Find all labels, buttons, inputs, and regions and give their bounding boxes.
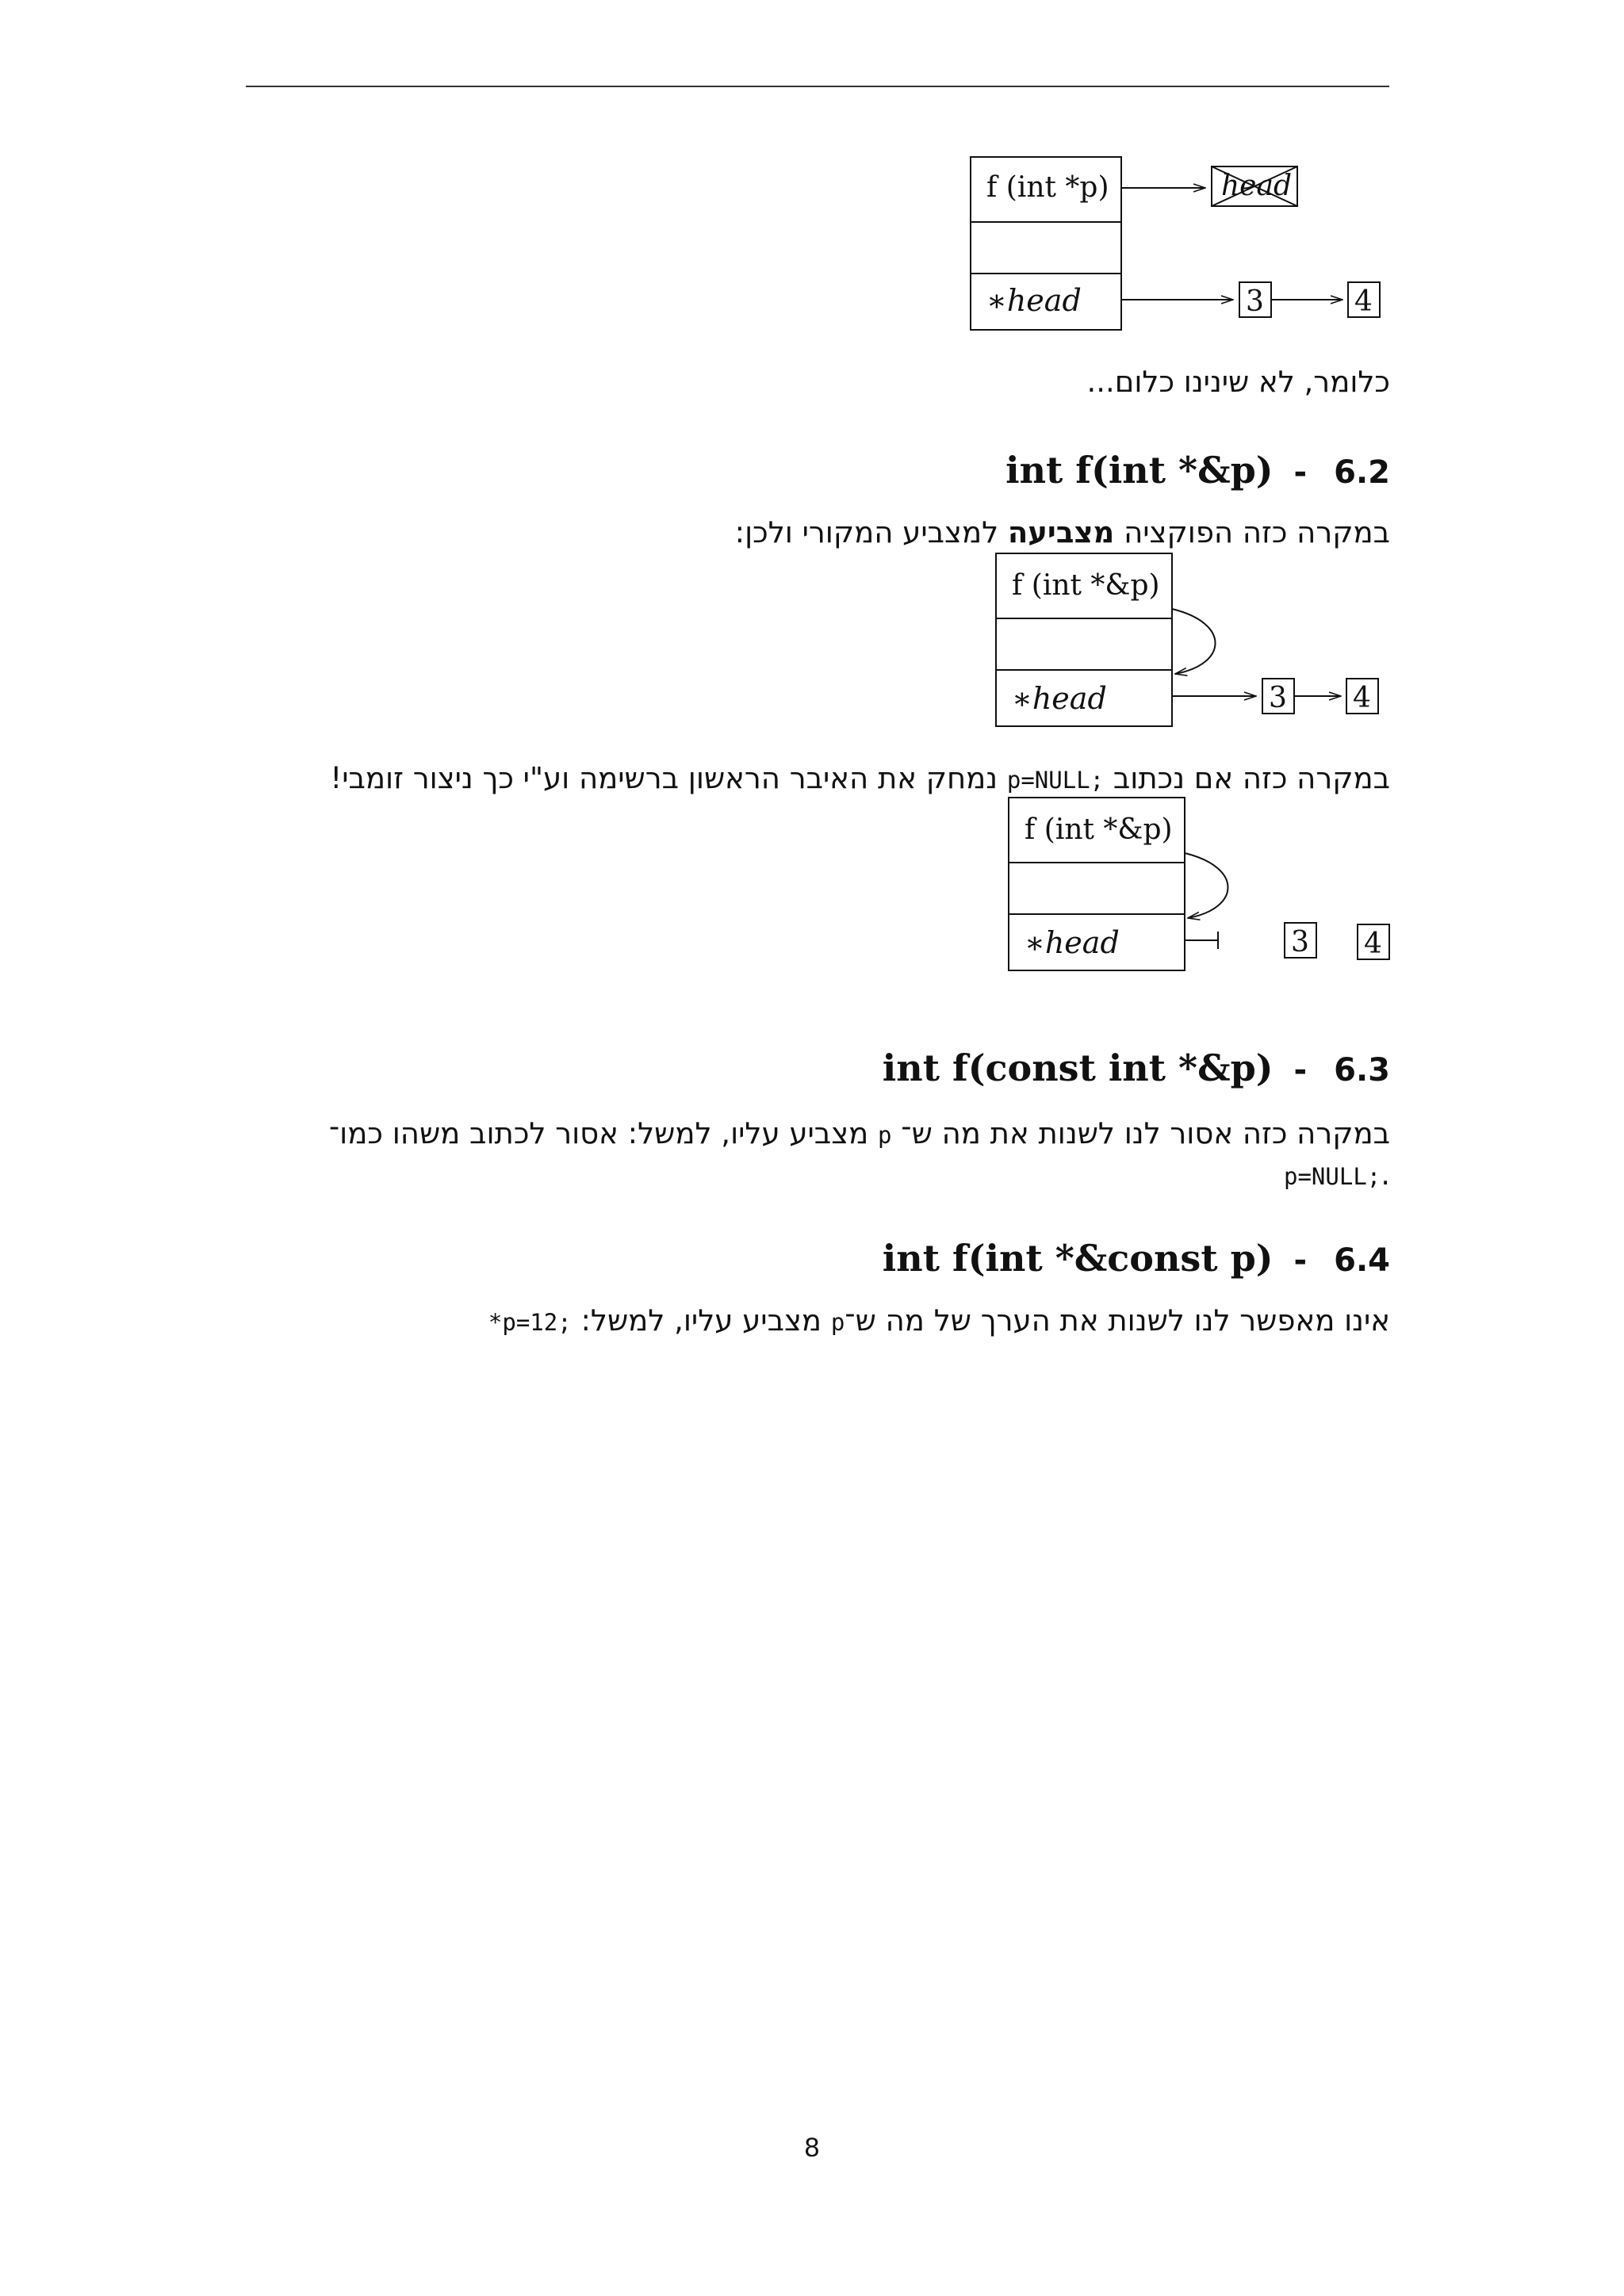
diagram-1 xyxy=(971,157,1380,330)
section-number: 6.4 xyxy=(1334,1242,1390,1279)
text-run: אינו מאפשר לנו לשנות את הערך של מה ש־ xyxy=(845,1303,1390,1337)
text-run: במקרה כזה הפוקציה xyxy=(1114,515,1390,549)
diagram-2 xyxy=(996,553,1378,726)
section-dash: - xyxy=(1293,454,1308,491)
self-reference-arrow xyxy=(1172,609,1216,674)
inline-code: p=NULL; xyxy=(1284,1163,1381,1190)
diagram-3 xyxy=(1009,798,1389,970)
text-run: במקרה כזה אם נכתוב xyxy=(1104,761,1390,795)
paragraph xyxy=(1284,1158,1390,1192)
frame-label: f (int *&p) xyxy=(1025,813,1173,846)
section-title: int f(const int *&p) xyxy=(882,1047,1274,1089)
section-dash: - xyxy=(1293,1052,1308,1089)
section-title: int f(int *&const p) xyxy=(882,1237,1274,1280)
head-label: ∗head xyxy=(1025,925,1120,960)
crossed-head-label: head xyxy=(1221,170,1292,202)
head-label: ∗head xyxy=(986,283,1082,318)
page-number: 8 xyxy=(804,2133,820,2163)
paragraph: כלומר, לא שינינו כלום... xyxy=(1086,365,1390,399)
frame-label: f (int *p) xyxy=(986,171,1109,204)
node-value: 4 xyxy=(1364,928,1382,960)
paragraph xyxy=(329,1116,1390,1150)
paragraph xyxy=(735,515,1390,549)
paragraph xyxy=(330,761,1390,795)
node-value: 4 xyxy=(1353,682,1371,714)
text-run: נמחק את האיבר הראשון ברשימה וע"י כך ניצור זומבי! xyxy=(330,761,1007,795)
section-heading-6-3 xyxy=(883,1047,1390,1089)
self-reference-arrow xyxy=(1185,853,1228,918)
text-run: . xyxy=(1381,1158,1390,1192)
node-value: 3 xyxy=(1246,285,1264,318)
node-value: 3 xyxy=(1269,682,1287,714)
inline-code: p xyxy=(830,1309,845,1336)
section-heading-6-4 xyxy=(883,1237,1390,1280)
section-heading-6-2 xyxy=(1005,449,1390,492)
inline-code: p xyxy=(878,1122,892,1149)
node-value: 3 xyxy=(1291,926,1309,959)
section-number: 6.3 xyxy=(1334,1052,1390,1089)
text-run: מצביע עליו, למשל: אסור לכתוב משהו כמו־ xyxy=(328,1116,879,1150)
paragraph xyxy=(488,1303,1390,1337)
text-run: למצביע המקורי ולכן: xyxy=(734,515,1008,549)
section-title: int f(int *&p) xyxy=(1005,449,1274,492)
node-value: 4 xyxy=(1354,285,1373,318)
inline-code: *p=12; xyxy=(488,1309,572,1336)
bold-term: מצביעה xyxy=(1007,515,1115,549)
frame-label: f (int *&p) xyxy=(1012,569,1160,602)
section-number: 6.2 xyxy=(1334,454,1390,491)
section-dash: - xyxy=(1293,1242,1308,1279)
text-run: מצביע עליו, למשל: xyxy=(571,1303,831,1337)
head-label: ∗head xyxy=(1012,681,1107,716)
text-run: במקרה כזה אסור לנו לשנות את מה ש־ xyxy=(891,1116,1390,1150)
inline-code: p=NULL; xyxy=(1006,767,1105,794)
